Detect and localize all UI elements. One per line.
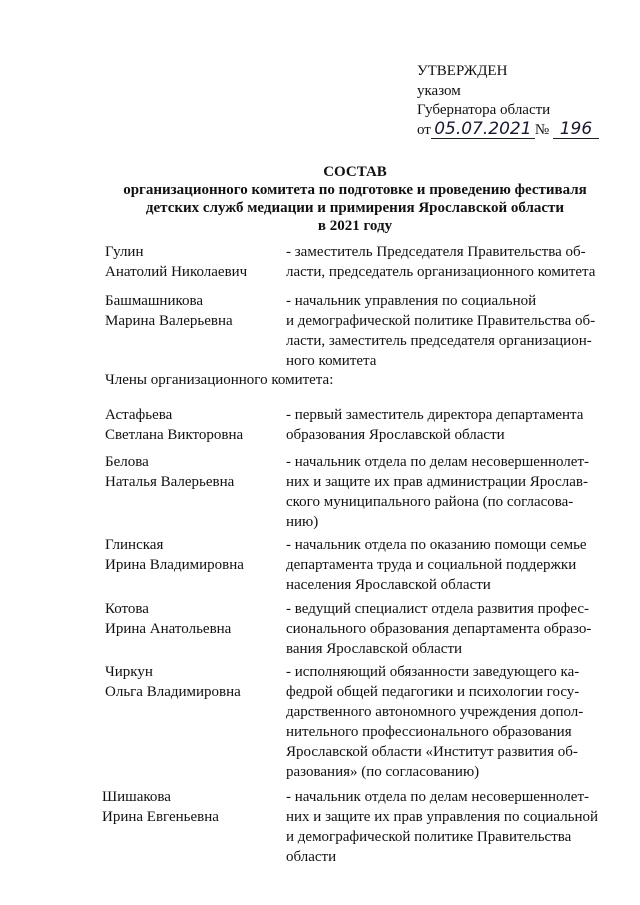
document-title: СОСТАВ <box>323 164 387 180</box>
decree-date: 05.07.2021 <box>431 121 535 139</box>
governor-label: Губернатора области <box>417 102 551 118</box>
role-line: ласти, председатель организационного комитета <box>286 264 596 280</box>
document-heading <box>60 163 640 235</box>
role-line: - начальник отдела по делам несовершеннолет- <box>286 454 590 470</box>
person-name <box>105 291 280 331</box>
role-line: - первый заместитель директора департамента <box>286 407 584 423</box>
role-line: и демографической политике Правительства об- <box>286 313 596 329</box>
heading-line-3: в 2021 году <box>317 218 393 234</box>
person-name <box>105 242 280 282</box>
role-line: населения Ярославской области <box>286 577 491 593</box>
decree-reference <box>417 118 599 141</box>
person-name <box>102 787 277 827</box>
role-line: сионального образования департамента образо- <box>286 621 592 637</box>
role-line: федрой общей педагогики и психологии госу- <box>286 684 580 700</box>
person-role <box>286 535 599 595</box>
role-line: ласти, заместитель председателя организацион- <box>286 333 592 349</box>
decree-number: 196 <box>553 121 599 139</box>
person-given-name: Марина Валерьевна <box>105 313 233 329</box>
heading-line-1: организационного комитета по подготовке и проведению фестиваля <box>123 182 587 198</box>
role-line: - начальник управления по социальной <box>286 293 537 309</box>
role-line: - заместитель Председателя Правительства об- <box>286 244 586 260</box>
role-line: разования» (по согласованию) <box>286 764 480 780</box>
role-line: - ведущий специалист отдела развития профес- <box>286 601 590 617</box>
person-surname: Белова <box>105 454 149 470</box>
approved-label: УТВЕРЖДЕН <box>417 63 508 79</box>
person-surname: Башмашникова <box>105 293 204 309</box>
role-line: нительного профессионального образования <box>286 724 572 740</box>
person-given-name: Ольга Владимировна <box>105 684 241 700</box>
person-role <box>286 787 599 867</box>
role-line: Ярославской области «Институт развития об- <box>286 744 578 760</box>
members-label: Члены организационного комитета: <box>105 372 334 388</box>
from-label: от <box>417 121 431 138</box>
role-line: дарственного автономного учреждения допол- <box>286 704 584 720</box>
person-role <box>286 662 599 782</box>
person-role <box>286 599 599 659</box>
role-line: нию) <box>286 514 319 530</box>
person-surname: Глинская <box>105 537 164 553</box>
person-given-name: Ирина Евгеньевна <box>102 809 219 825</box>
person-surname: Астафьева <box>105 407 173 423</box>
role-line: - начальник отдела по оказанию помощи семье <box>286 537 587 553</box>
role-line: области <box>286 849 337 865</box>
person-role <box>286 242 599 282</box>
person-name <box>105 535 280 575</box>
number-label: № <box>534 121 550 138</box>
role-line: них и защите их прав администрации Ярослав- <box>286 474 589 490</box>
person-name <box>105 405 280 445</box>
person-surname: Гулин <box>105 244 144 260</box>
person-surname: Шишакова <box>102 789 171 805</box>
role-line: - исполняющий обязанности заведующего ка- <box>286 664 580 680</box>
person-given-name: Ирина Анатольевна <box>105 621 232 637</box>
person-role <box>286 452 599 532</box>
decree-label: указом <box>417 82 461 99</box>
role-line: образования Ярославской области <box>286 427 505 443</box>
person-role <box>286 405 599 445</box>
role-line: департамента труда и социальной поддержки <box>286 557 577 573</box>
role-line: ского муниципального района (по согласова- <box>286 494 574 510</box>
person-role <box>286 291 599 371</box>
person-given-name: Светлана Викторовна <box>105 427 244 443</box>
person-surname: Чиркун <box>105 664 153 680</box>
person-given-name: Анатолий Николаевич <box>105 264 248 280</box>
person-surname: Котова <box>105 601 149 617</box>
role-line: них и защите их прав управления по социальной <box>286 809 599 825</box>
role-line: ного комитета <box>286 353 377 369</box>
approval-stamp <box>417 62 599 140</box>
person-given-name: Наталья Валерьевна <box>105 474 235 490</box>
person-name <box>105 599 280 639</box>
person-given-name: Ирина Владимировна <box>105 557 244 573</box>
person-name <box>105 662 280 702</box>
heading-line-2: детских служб медиации и примирения Ярославской области <box>145 200 565 216</box>
person-name <box>105 452 280 492</box>
role-line: вания Ярославской области <box>286 641 463 657</box>
role-line: - начальник отдела по делам несовершеннолет- <box>286 789 590 805</box>
role-line: и демографической политике Правительства <box>286 829 572 845</box>
